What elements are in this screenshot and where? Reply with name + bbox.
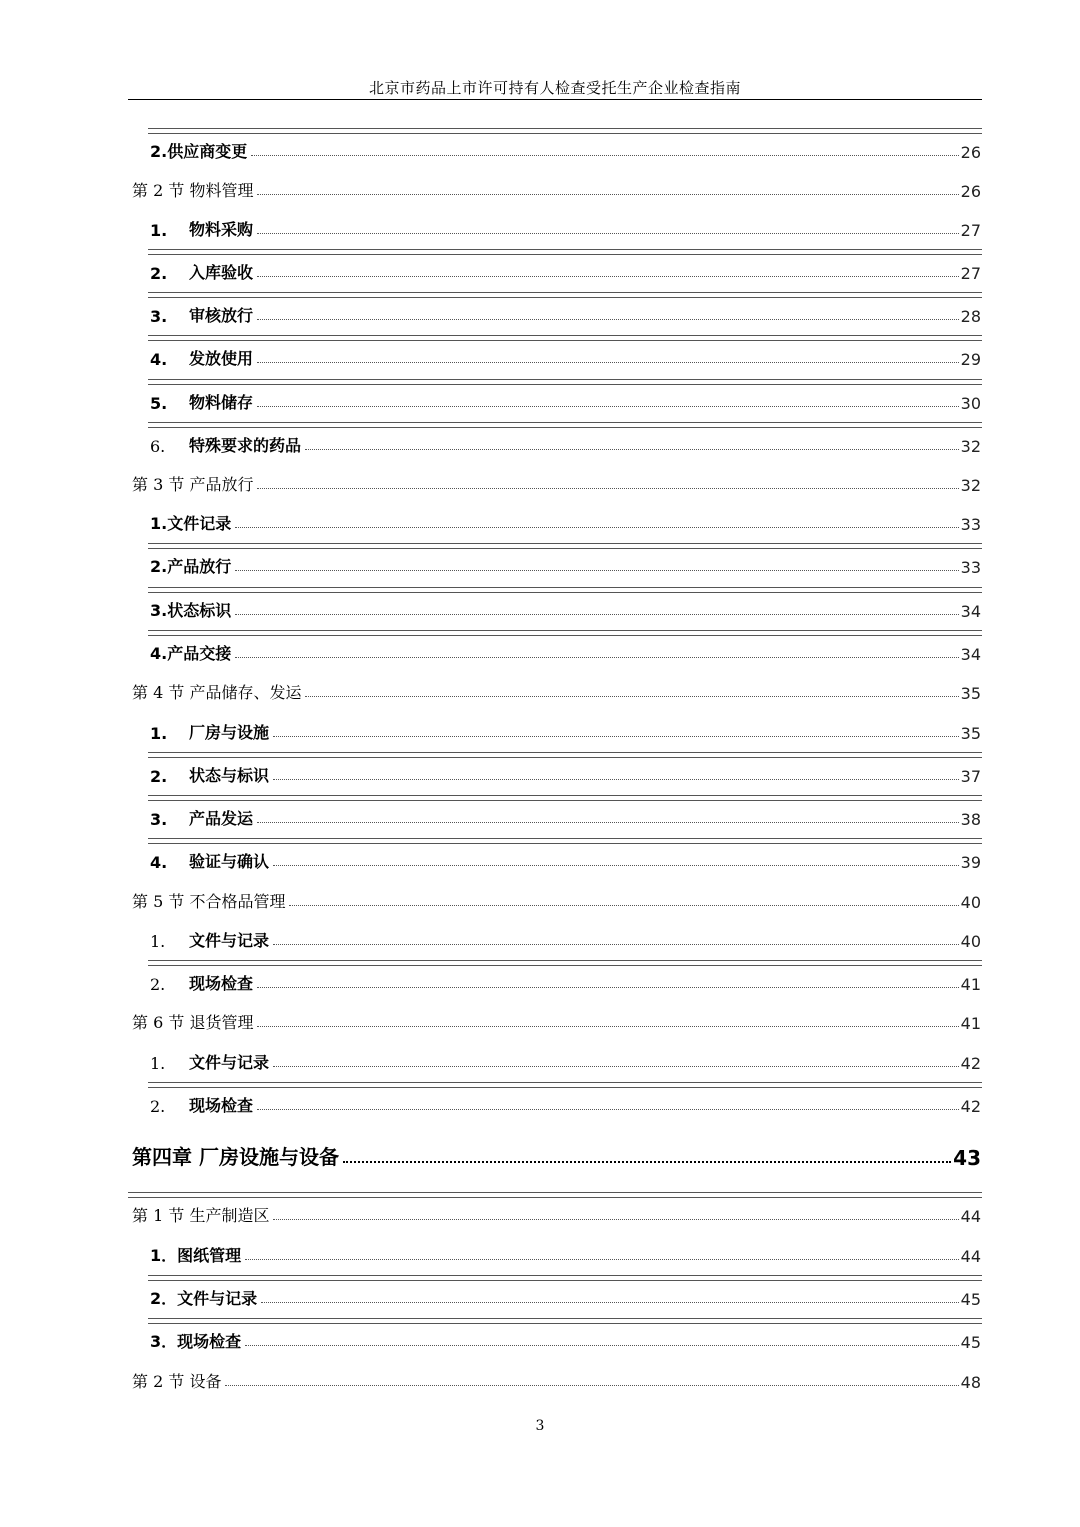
toc-item-number: 3. <box>150 307 168 326</box>
toc-section-entry[interactable] <box>0 677 981 703</box>
toc-page-number: 45 <box>960 1290 981 1309</box>
toc-page-number: 35 <box>960 724 981 743</box>
toc-section-entry[interactable] <box>0 469 981 495</box>
toc-item-entry[interactable] <box>0 214 981 240</box>
double-rule <box>148 543 982 549</box>
toc-item-title: 第 6 节 退货管理 <box>132 1013 254 1032</box>
toc-item-title: 第 1 节 生产制造区 <box>132 1206 270 1225</box>
toc-item-entry[interactable] <box>0 551 981 577</box>
toc-page-number: 26 <box>960 143 981 162</box>
toc-item-number: 2. <box>150 767 168 786</box>
toc-item-title: 审核放行 <box>189 306 254 325</box>
toc-page-number: 40 <box>960 893 981 912</box>
toc-item-number: 6. <box>150 437 166 456</box>
toc-item-entry[interactable] <box>0 257 981 283</box>
toc-page-number: 37 <box>960 767 981 786</box>
toc-item-title: 3.状态标识 <box>150 601 232 620</box>
double-rule <box>148 335 982 341</box>
toc-item-title: 现场检查 <box>189 1096 254 1115</box>
toc-item-title: 第 5 节 不合格品管理 <box>132 892 286 911</box>
toc-page-number: 29 <box>960 350 981 369</box>
toc-page-number: 45 <box>960 1333 981 1352</box>
dot-leader <box>225 1385 958 1386</box>
toc-item-entry[interactable] <box>0 430 981 456</box>
toc-item-title: 3．现场检查 <box>150 1332 242 1351</box>
toc-item-number: 2. <box>150 1097 166 1116</box>
toc-item-title: 特殊要求的药品 <box>189 436 302 455</box>
dot-leader <box>257 1109 959 1110</box>
toc-page-number: 42 <box>960 1097 981 1116</box>
toc-item-number: 3. <box>150 810 168 829</box>
dot-leader <box>235 614 958 615</box>
toc-page-number: 34 <box>960 602 981 621</box>
toc-item-entry[interactable] <box>0 760 981 786</box>
toc-page-number: 26 <box>960 182 981 201</box>
toc-item-title: 1.文件记录 <box>150 514 232 533</box>
toc-section-entry[interactable] <box>0 1007 981 1033</box>
double-rule <box>128 1192 982 1198</box>
toc-item-entry[interactable] <box>0 1240 981 1266</box>
toc-page-number: 39 <box>960 853 981 872</box>
toc-item-number: 2. <box>150 264 168 283</box>
header-rule <box>128 99 982 100</box>
toc-item-title: 第四章 厂房设施与设备 <box>132 1145 339 1169</box>
toc-item-entry[interactable] <box>0 1283 981 1309</box>
toc-item-number: 4. <box>150 853 168 872</box>
dot-leader <box>261 1302 959 1303</box>
toc-item-title: 第 3 节 产品放行 <box>132 475 254 494</box>
running-header: 北京市药品上市许可持有人检查受托生产企业检查指南 <box>368 79 741 97</box>
toc-item-title: 2．文件与记录 <box>150 1289 258 1308</box>
double-rule <box>148 1275 982 1281</box>
toc-item-number: 4. <box>150 350 168 369</box>
toc-item-entry[interactable] <box>0 300 981 326</box>
dot-leader <box>257 276 959 277</box>
dot-leader <box>257 194 958 195</box>
toc-item-title: 文件与记录 <box>189 931 270 950</box>
dot-leader <box>235 657 958 658</box>
toc-item-title: 验证与确认 <box>189 852 270 871</box>
double-rule <box>148 795 982 801</box>
toc-page-number: 42 <box>960 1054 981 1073</box>
toc-page-number: 33 <box>960 515 981 534</box>
toc-section-entry[interactable] <box>0 175 981 201</box>
page-number: 3 <box>535 1418 545 1434</box>
toc-item-number: 1. <box>150 1054 166 1073</box>
toc-item-entry[interactable] <box>0 343 981 369</box>
toc-item-entry[interactable] <box>0 925 981 951</box>
toc-page-number: 40 <box>960 932 981 951</box>
toc-page-number: 30 <box>960 394 981 413</box>
toc-page-number: 27 <box>960 221 981 240</box>
toc-item-entry[interactable] <box>0 803 981 829</box>
toc-page-number: 27 <box>960 264 981 283</box>
dot-leader <box>305 449 959 450</box>
dot-leader <box>257 319 959 320</box>
toc-page-number: 38 <box>960 810 981 829</box>
toc-item-title: 第 2 节 设备 <box>132 1372 222 1391</box>
double-rule <box>148 752 982 758</box>
toc-item-title: 第 2 节 物料管理 <box>132 181 254 200</box>
toc-page-number: 43 <box>953 1146 981 1170</box>
toc-item-title: 4.产品交接 <box>150 644 232 663</box>
toc-item-title: 1．图纸管理 <box>150 1246 242 1265</box>
double-rule <box>148 1082 982 1088</box>
toc-item-title: 2.产品放行 <box>150 557 232 576</box>
dot-leader <box>257 822 959 823</box>
toc-section-entry[interactable] <box>0 1200 981 1226</box>
double-rule <box>148 838 982 844</box>
toc-page-number: 44 <box>960 1247 981 1266</box>
toc-page-number: 48 <box>960 1373 981 1392</box>
dot-leader <box>251 155 958 156</box>
toc-item-title: 状态与标识 <box>189 766 270 785</box>
dot-leader <box>257 406 959 407</box>
toc-page-number: 34 <box>960 645 981 664</box>
toc-item-number: 1. <box>150 724 168 743</box>
toc-item-entry[interactable] <box>0 638 981 664</box>
double-rule <box>148 1318 982 1324</box>
toc-item-entry[interactable] <box>0 387 981 413</box>
dot-leader <box>273 1066 959 1067</box>
toc-page-number: 41 <box>960 1014 981 1033</box>
toc-item-title: 文件与记录 <box>189 1053 270 1072</box>
toc-item-number: 1. <box>150 221 168 240</box>
toc-page-number: 32 <box>960 437 981 456</box>
dot-leader <box>273 779 959 780</box>
toc-item-entry[interactable] <box>0 846 981 872</box>
toc-item-number: 2. <box>150 975 166 994</box>
dot-leader <box>245 1259 959 1260</box>
dot-leader <box>257 362 959 363</box>
toc-item-entry[interactable] <box>0 1047 981 1073</box>
double-rule <box>148 960 982 966</box>
toc-item-title: 第 4 节 产品储存、发运 <box>132 683 302 702</box>
toc-item-title: 厂房与设施 <box>189 723 270 742</box>
dot-leader <box>273 865 959 866</box>
toc-item-title: 物料储存 <box>189 393 254 412</box>
toc-section-entry[interactable] <box>0 886 981 912</box>
toc-page-number: 41 <box>960 975 981 994</box>
toc-page-number: 33 <box>960 558 981 577</box>
dot-leader <box>257 233 959 234</box>
dot-leader <box>273 1219 958 1220</box>
toc-item-title: 产品发运 <box>189 809 254 828</box>
toc-item-number: 1. <box>150 932 166 951</box>
toc-item-title: 物料采购 <box>189 220 254 239</box>
toc-page-number: 35 <box>960 684 981 703</box>
dot-leader <box>343 1161 951 1163</box>
toc-page-number: 28 <box>960 307 981 326</box>
toc-item-entry[interactable] <box>0 508 981 534</box>
toc-item-entry[interactable] <box>0 1326 981 1352</box>
double-rule <box>148 630 982 636</box>
toc-item-entry[interactable] <box>0 136 981 162</box>
toc-page-number: 32 <box>960 476 981 495</box>
toc-page-number: 44 <box>960 1207 981 1226</box>
toc-section-entry[interactable] <box>0 1366 981 1392</box>
toc-item-entry[interactable] <box>0 968 981 994</box>
double-rule <box>148 422 982 428</box>
dot-leader <box>235 527 958 528</box>
double-rule <box>148 587 982 593</box>
toc-item-title: 入库验收 <box>189 263 254 282</box>
dot-leader <box>245 1345 959 1346</box>
toc-item-entry[interactable] <box>0 717 981 743</box>
dot-leader <box>289 905 958 906</box>
double-rule <box>148 128 982 134</box>
double-rule <box>148 379 982 385</box>
dot-leader <box>257 1026 958 1027</box>
toc-item-title: 现场检查 <box>189 974 254 993</box>
dot-leader <box>305 696 958 697</box>
dot-leader <box>273 736 959 737</box>
dot-leader <box>257 987 959 988</box>
dot-leader <box>257 488 958 489</box>
dot-leader <box>273 944 959 945</box>
double-rule <box>148 249 982 255</box>
toc-item-number: 5. <box>150 394 168 413</box>
double-rule <box>148 292 982 298</box>
toc-item-title: 发放使用 <box>189 349 254 368</box>
toc-item-title: 2.供应商变更 <box>150 142 248 161</box>
toc-chapter-entry[interactable] <box>0 1140 981 1170</box>
toc-item-entry[interactable] <box>0 595 981 621</box>
dot-leader <box>235 570 958 571</box>
toc-item-entry[interactable] <box>0 1090 981 1116</box>
